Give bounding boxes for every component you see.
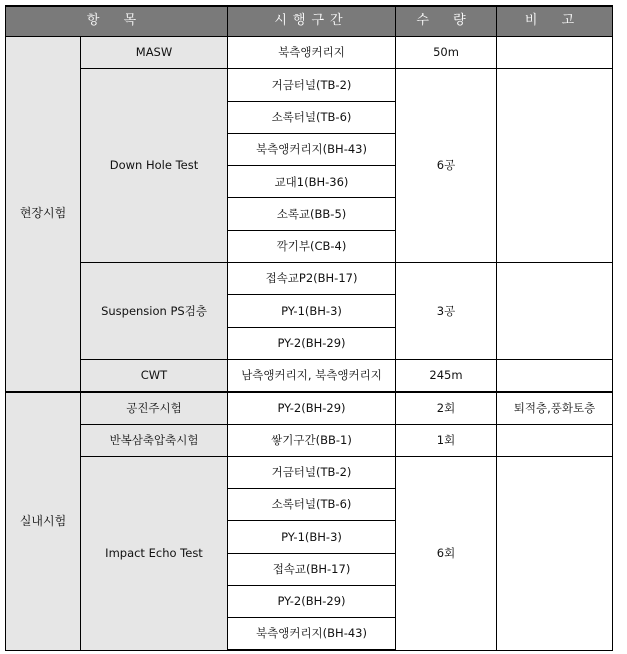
quantity-cell: 2회 xyxy=(396,392,497,424)
item-downhole-test: Down Hole Test xyxy=(81,69,228,263)
header-item: 항 목 xyxy=(6,6,228,37)
section-cell: 거금터널(TB-2) xyxy=(228,69,396,101)
category-lab-test: 실내시험 xyxy=(6,392,81,650)
section-cell: 소록터널(TB-6) xyxy=(228,101,396,133)
section-cell: 깍기부(CB-4) xyxy=(228,230,396,262)
quantity-cell: 1회 xyxy=(396,424,497,456)
section-cell: 북측앵커리지(BH-43) xyxy=(228,618,396,650)
quantity-cell: 50m xyxy=(396,37,497,69)
table-row xyxy=(6,37,613,69)
note-cell xyxy=(497,69,613,263)
section-cell: PY-2(BH-29) xyxy=(228,392,396,424)
test-plan-table-container xyxy=(5,5,613,651)
header-quantity: 수 량 xyxy=(396,6,497,37)
header-note: 비 고 xyxy=(497,6,613,37)
table-row xyxy=(6,69,613,101)
section-cell: PY-1(BH-3) xyxy=(228,295,396,327)
quantity-cell: 3공 xyxy=(396,263,497,360)
table-row xyxy=(6,263,613,295)
item-resonant-column: 공진주시험 xyxy=(81,392,228,424)
item-suspension-ps: Suspension PS검층 xyxy=(81,263,228,360)
section-cell: 북측앵커리지 xyxy=(228,37,396,69)
note-cell xyxy=(497,456,613,650)
section-cell: 접속교P2(BH-17) xyxy=(228,263,396,295)
table-row xyxy=(6,392,613,424)
header-section: 시행구간 xyxy=(228,6,396,37)
section-cell: 소록교(BB-5) xyxy=(228,198,396,230)
section-cell: PY-2(BH-29) xyxy=(228,327,396,359)
category-field-test: 현장시험 xyxy=(6,37,81,392)
section-cell: 소록터널(TB-6) xyxy=(228,489,396,521)
table-row xyxy=(6,456,613,488)
section-cell: 쌓기구간(BB-1) xyxy=(228,424,396,456)
quantity-cell: 6회 xyxy=(396,456,497,650)
test-plan-table xyxy=(5,5,613,651)
table-row xyxy=(6,359,613,391)
section-cell: 접속교(BH-17) xyxy=(228,553,396,585)
item-masw: MASW xyxy=(81,37,228,69)
section-cell: 북측앵커리지(BH-43) xyxy=(228,133,396,165)
section-cell: 거금터널(TB-2) xyxy=(228,456,396,488)
section-cell: 남측앵커리지, 북측앵커리지 xyxy=(228,359,396,391)
note-cell xyxy=(497,37,613,69)
section-cell: 교대1(BH-36) xyxy=(228,166,396,198)
header-row xyxy=(6,6,613,37)
item-impact-echo: Impact Echo Test xyxy=(81,456,228,650)
item-cyclic-triaxial: 반복삼축압축시험 xyxy=(81,424,228,456)
section-cell: PY-2(BH-29) xyxy=(228,586,396,618)
item-cwt: CWT xyxy=(81,359,228,391)
note-cell: 퇴적층,풍화토층 xyxy=(497,392,613,424)
section-cell: PY-1(BH-3) xyxy=(228,521,396,553)
note-cell xyxy=(497,424,613,456)
note-cell xyxy=(497,359,613,391)
note-cell xyxy=(497,263,613,360)
quantity-cell: 245m xyxy=(396,359,497,391)
quantity-cell: 6공 xyxy=(396,69,497,263)
table-row xyxy=(6,424,613,456)
